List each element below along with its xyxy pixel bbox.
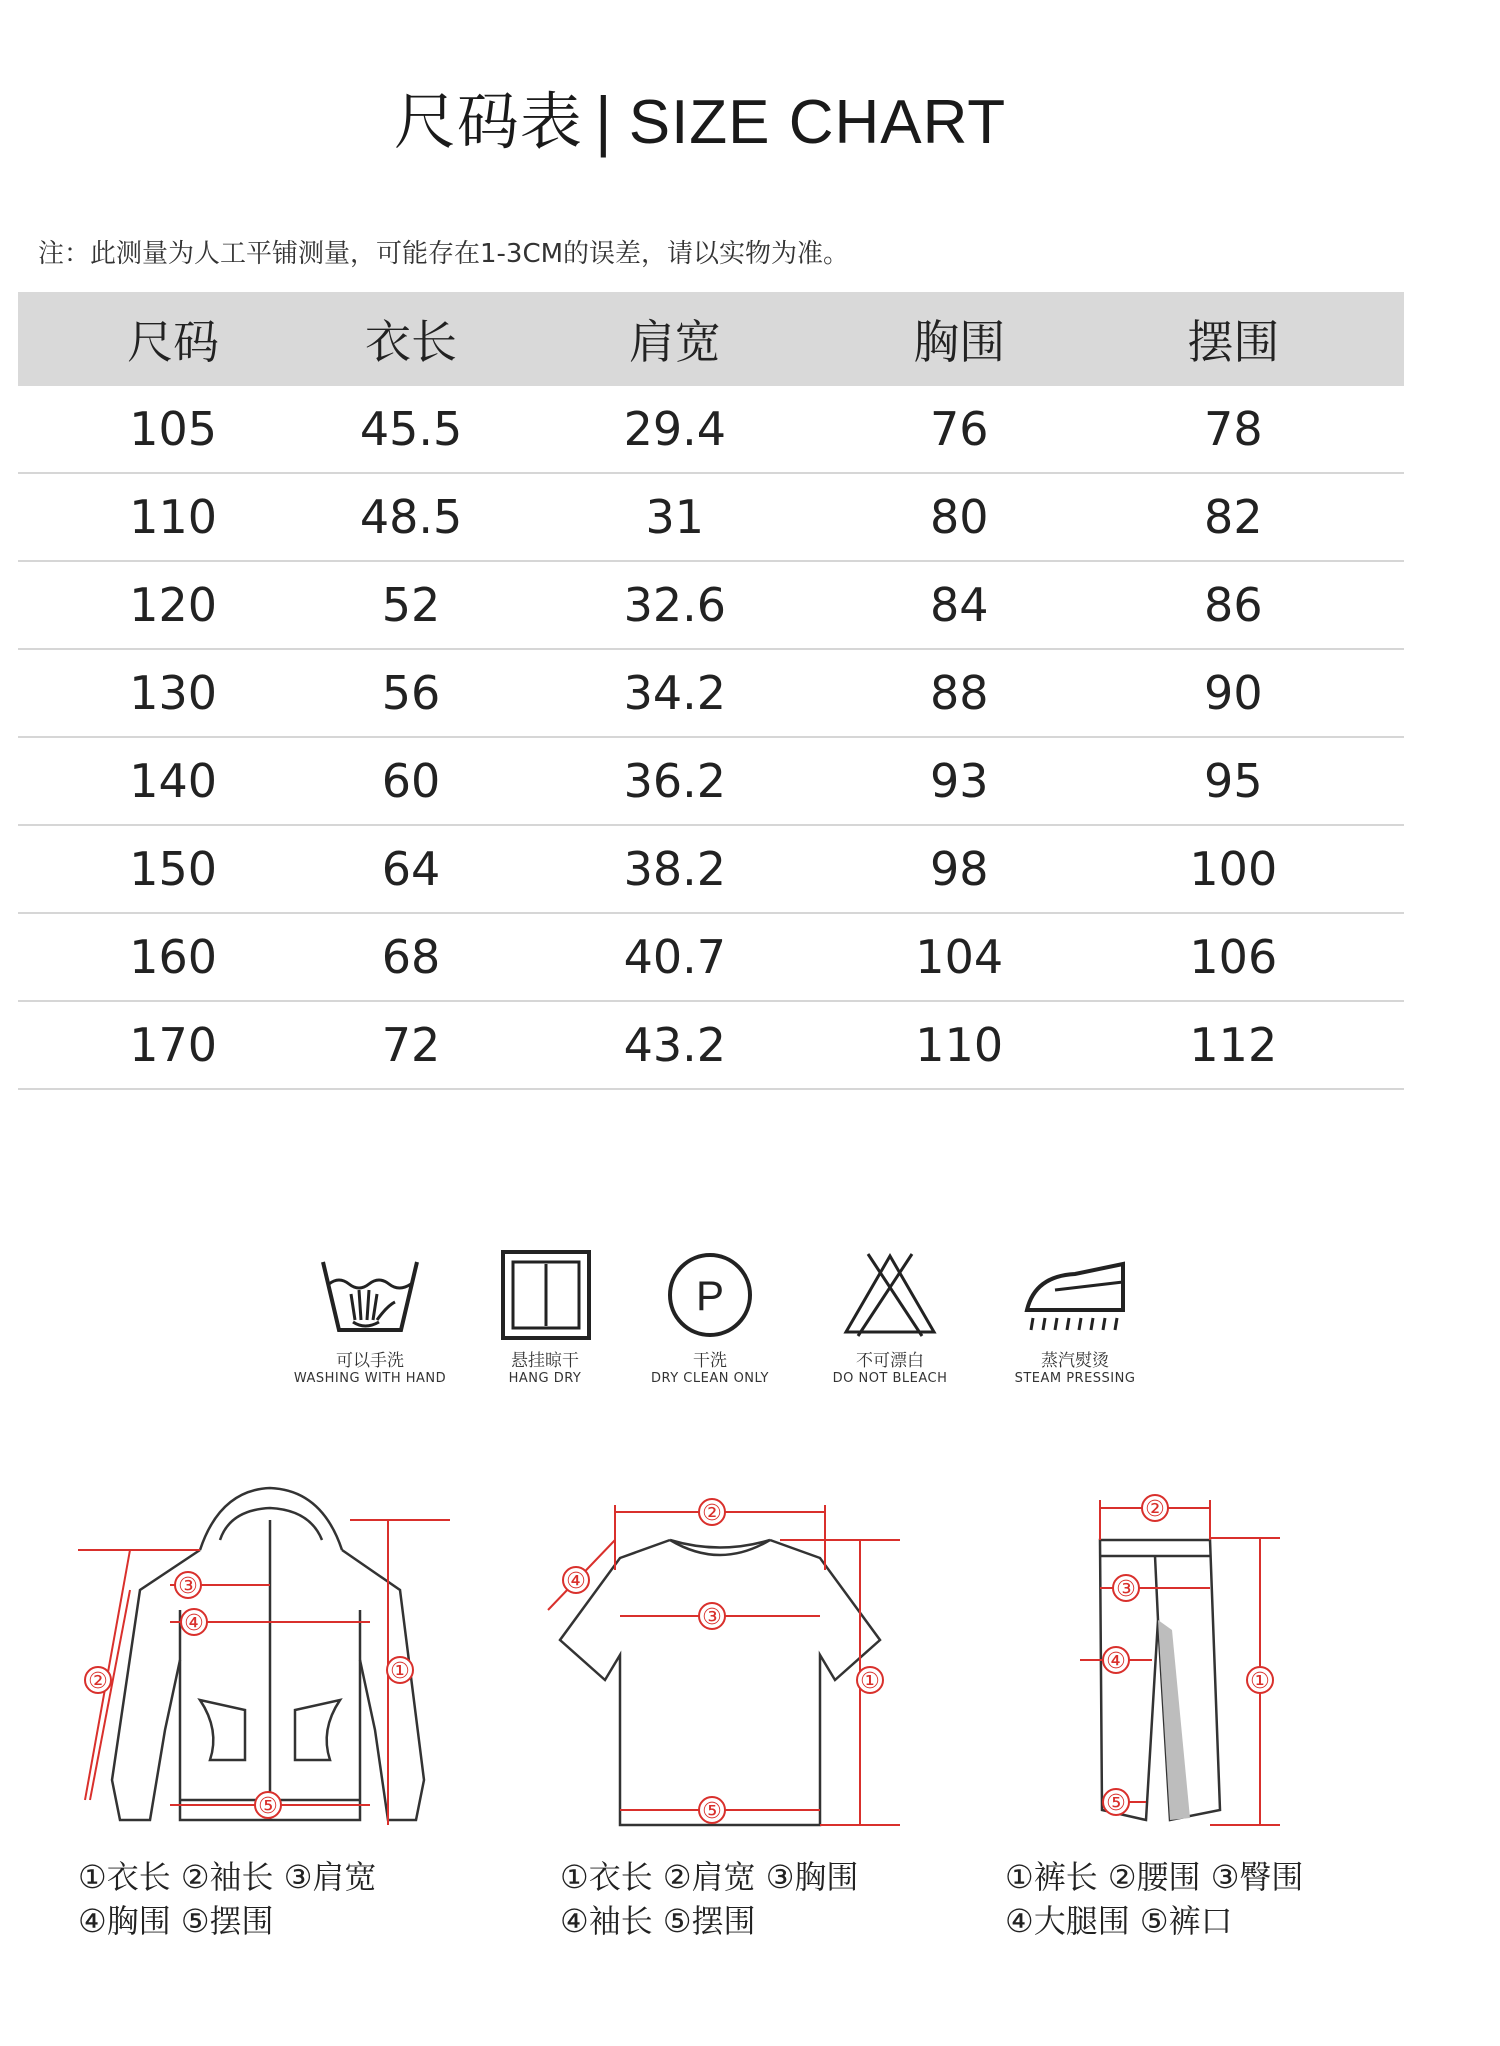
svg-text:②: ② bbox=[88, 1669, 108, 1694]
table-cell: 95 bbox=[1063, 737, 1404, 825]
svg-text:④: ④ bbox=[566, 1569, 586, 1594]
care-label-cn: 干洗 bbox=[693, 1351, 727, 1371]
svg-text:①: ① bbox=[860, 1669, 880, 1694]
no-bleach-icon bbox=[840, 1250, 940, 1340]
table-cell: 68 bbox=[328, 913, 493, 1001]
care-item-no-bleach bbox=[810, 1250, 970, 1386]
size-table bbox=[18, 292, 1404, 1090]
care-label-en: HANG DRY bbox=[508, 1371, 582, 1386]
care-item-dry-clean bbox=[635, 1250, 785, 1386]
table-cell: 106 bbox=[1063, 913, 1404, 1001]
table-cell: 140 bbox=[18, 737, 328, 825]
table-cell: 104 bbox=[856, 913, 1063, 1001]
table-cell: 40.7 bbox=[494, 913, 856, 1001]
svg-text:⑤: ⑤ bbox=[702, 1799, 722, 1824]
table-cell: 80 bbox=[856, 473, 1063, 561]
table-row bbox=[18, 649, 1404, 737]
header-shoulder: 肩宽 bbox=[494, 292, 856, 386]
table-row bbox=[18, 825, 1404, 913]
dry-clean-icon bbox=[660, 1250, 760, 1340]
hang-dry-icon bbox=[495, 1250, 595, 1340]
hand-wash-icon bbox=[315, 1250, 425, 1340]
table-cell: 72 bbox=[328, 1001, 493, 1089]
care-label-cn: 悬挂晾干 bbox=[511, 1351, 579, 1371]
table-row bbox=[18, 913, 1404, 1001]
page-title bbox=[0, 72, 1400, 161]
tshirt-legend-line1: ①衣长 ②肩宽 ③胸围 bbox=[560, 1858, 859, 1896]
pants-diagram bbox=[1060, 1480, 1350, 1860]
tshirt-legend-line2: ④袖长 ⑤摆围 bbox=[560, 1902, 756, 1940]
svg-text:②: ② bbox=[702, 1501, 722, 1526]
care-label-en: DRY CLEAN ONLY bbox=[651, 1371, 769, 1386]
title-cn: 尺码表 bbox=[393, 85, 583, 158]
table-cell: 110 bbox=[18, 473, 328, 561]
svg-text:①: ① bbox=[1250, 1669, 1270, 1694]
tshirt-legend bbox=[560, 1855, 858, 1943]
care-label-cn: 蒸汽熨烫 bbox=[1041, 1351, 1109, 1371]
steam-iron-icon bbox=[1015, 1250, 1135, 1340]
table-cell: 93 bbox=[856, 737, 1063, 825]
pants-illustration bbox=[1060, 1480, 1350, 1860]
svg-text:④: ④ bbox=[184, 1611, 204, 1636]
table-cell: 90 bbox=[1063, 649, 1404, 737]
pants-legend bbox=[1005, 1855, 1303, 1943]
care-item-hang-dry bbox=[470, 1250, 620, 1386]
measurement-note: 注：此测量为人工平铺测量，可能存在1-3CM的误差，请以实物为准。 bbox=[38, 239, 850, 269]
svg-text:③: ③ bbox=[178, 1574, 198, 1599]
hoodie-illustration bbox=[70, 1480, 470, 1860]
care-label-cn: 不可漂白 bbox=[856, 1351, 924, 1371]
header-size: 尺码 bbox=[18, 292, 328, 386]
hoodie-legend-line1: ①衣长 ②袖长 ③肩宽 bbox=[78, 1858, 377, 1896]
table-cell: 29.4 bbox=[494, 386, 856, 473]
header-hem: 摆围 bbox=[1063, 292, 1404, 386]
table-cell: 60 bbox=[328, 737, 493, 825]
table-cell: 130 bbox=[18, 649, 328, 737]
table-cell: 36.2 bbox=[494, 737, 856, 825]
table-cell: 32.6 bbox=[494, 561, 856, 649]
table-row bbox=[18, 561, 1404, 649]
title-separator: | bbox=[592, 85, 615, 158]
table-cell: 78 bbox=[1063, 386, 1404, 473]
table-cell: 105 bbox=[18, 386, 328, 473]
table-row bbox=[18, 1001, 1404, 1089]
svg-text:③: ③ bbox=[702, 1605, 722, 1630]
care-instructions bbox=[0, 1250, 1500, 1400]
svg-text:②: ② bbox=[1145, 1497, 1165, 1522]
table-row bbox=[18, 386, 1404, 473]
table-cell: 64 bbox=[328, 825, 493, 913]
pants-legend-line2: ④大腿围 ⑤裤口 bbox=[1005, 1902, 1233, 1940]
care-label-en: STEAM PRESSING bbox=[1014, 1371, 1136, 1386]
table-cell: 76 bbox=[856, 386, 1063, 473]
header-chest: 胸围 bbox=[856, 292, 1063, 386]
table-cell: 82 bbox=[1063, 473, 1404, 561]
svg-text:P: P bbox=[695, 1272, 725, 1319]
hoodie-legend bbox=[78, 1855, 376, 1943]
svg-text:⑤: ⑤ bbox=[1106, 1791, 1126, 1816]
table-row bbox=[18, 737, 1404, 825]
table-cell: 120 bbox=[18, 561, 328, 649]
table-header-row bbox=[18, 292, 1404, 386]
table-cell: 88 bbox=[856, 649, 1063, 737]
care-item-hand-wash bbox=[290, 1250, 450, 1386]
table-cell: 86 bbox=[1063, 561, 1404, 649]
table-cell: 150 bbox=[18, 825, 328, 913]
svg-text:③: ③ bbox=[1116, 1577, 1136, 1602]
table-cell: 160 bbox=[18, 913, 328, 1001]
hoodie-diagram bbox=[70, 1480, 470, 1860]
svg-text:⑤: ⑤ bbox=[258, 1794, 278, 1819]
care-item-steam-iron bbox=[995, 1250, 1155, 1386]
svg-text:④: ④ bbox=[1106, 1649, 1126, 1674]
table-cell: 112 bbox=[1063, 1001, 1404, 1089]
table-row bbox=[18, 473, 1404, 561]
table-cell: 34.2 bbox=[494, 649, 856, 737]
header-length: 衣长 bbox=[328, 292, 493, 386]
svg-text:①: ① bbox=[390, 1659, 410, 1684]
table-cell: 45.5 bbox=[328, 386, 493, 473]
hoodie-legend-line2: ④胸围 ⑤摆围 bbox=[78, 1902, 274, 1940]
table-cell: 56 bbox=[328, 649, 493, 737]
table-cell: 38.2 bbox=[494, 825, 856, 913]
table-cell: 110 bbox=[856, 1001, 1063, 1089]
table-cell: 43.2 bbox=[494, 1001, 856, 1089]
pants-legend-line1: ①裤长 ②腰围 ③臀围 bbox=[1005, 1858, 1304, 1896]
tshirt-illustration bbox=[540, 1480, 920, 1860]
table-cell: 31 bbox=[494, 473, 856, 561]
title-en: SIZE CHART bbox=[628, 88, 1007, 157]
care-label-en: WASHING WITH HAND bbox=[293, 1371, 447, 1386]
table-cell: 100 bbox=[1063, 825, 1404, 913]
table-cell: 170 bbox=[18, 1001, 328, 1089]
table-cell: 48.5 bbox=[328, 473, 493, 561]
tshirt-diagram bbox=[540, 1480, 920, 1860]
table-cell: 52 bbox=[328, 561, 493, 649]
care-label-cn: 可以手洗 bbox=[336, 1351, 404, 1371]
table-cell: 98 bbox=[856, 825, 1063, 913]
table-cell: 84 bbox=[856, 561, 1063, 649]
care-label-en: DO NOT BLEACH bbox=[832, 1371, 948, 1386]
